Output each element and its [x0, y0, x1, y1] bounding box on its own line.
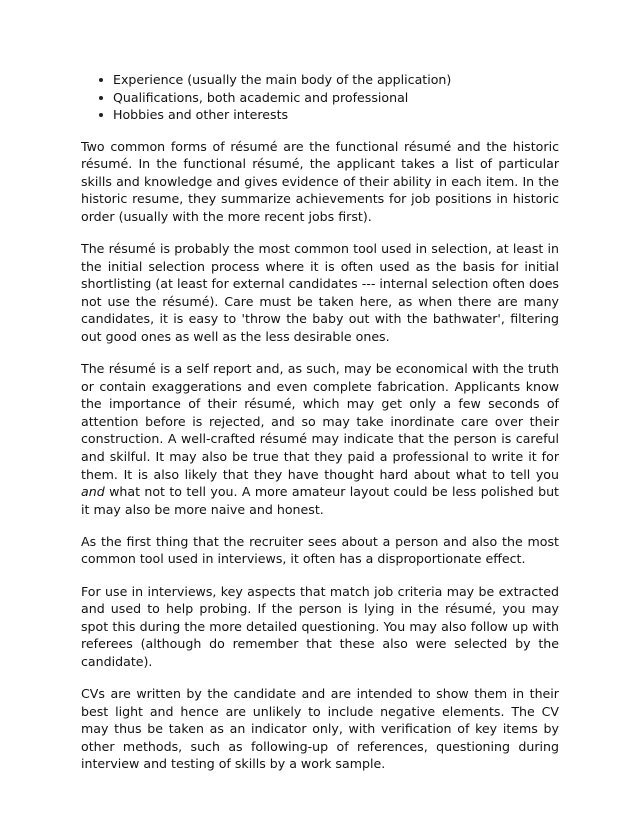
paragraph-resume-forms: Two common forms of résumé are the functional résumé and the historic résumé. In the functional résumé, the applicant takes a list of particular skills and knowledge and gives evidence of their ability in each item. In the historic resume, they summarize achievements for job positions in historic order (usually with the more recent jobs first). — [81, 138, 559, 224]
paragraph-cvs: CVs are written by the candidate and are intended to show them in their best light and hence are unlikely to include negative elements. The CV may thus be taken as an indicator only, with verification of key items by other methods, such as following-up of references, questioning during interview and testing of skills by a work sample. — [81, 686, 559, 772]
paragraph-interviews: For use in interviews, key aspects that match job criteria may be extracted and used to help probing. If the person is lying in the résumé, you may spot this during the more detailed questioning. You may also follow up with referees (although do remember that these also were selected by the candidate). — [81, 583, 559, 669]
paragraph-first-thing: As the first thing that the recruiter sees about a person and also the most common tool used in interviews, it often has a disproportionate effect. — [81, 533, 559, 567]
list-item-text: Experience (usually the main body of the application) — [113, 72, 452, 87]
bullet-icon — [99, 78, 103, 82]
list-item-text: Hobbies and other interests — [113, 107, 289, 122]
list-item-text: Qualifications, both academic and professional — [113, 89, 409, 105]
list-item — [81, 106, 559, 124]
bullet-list — [81, 71, 559, 124]
bullet-icon — [99, 96, 103, 100]
bullet-icon — [99, 113, 103, 117]
list-item — [81, 89, 559, 107]
paragraph-text: The résumé is a self report and, as such, may be economical with the truth or contain exaggerations and even complete fabrication. Applicants know the importance of their résumé, which may get only a few seconds of attention before is rejected, and so may take inordinate care over their construction. A well-crafted résumé may indicate that the person is careful and skilful. It may also be true that they paid a professional to write it for them. It is also likely that they have thought hard about what to tell you — [81, 361, 559, 482]
document-page — [81, 71, 559, 788]
paragraph-self-report — [81, 360, 559, 518]
paragraph-text: what not to tell you. A more amateur layout could be less polished but it may also be more naive and honest. — [81, 484, 559, 517]
paragraph-resume-selection: The résumé is probably the most common tool used in selection, at least in the initial selection process where it is often used as the basis for initial shortlisting (at least for external candidates --- internal selection often does not use the résumé). Care must be taken here, as when there are many candidates, it is easy to 'throw the baby out with the bathwater', filtering out good ones as well as the less desirable ones. — [81, 240, 559, 344]
emphasis-text: and — [81, 484, 105, 500]
list-item — [81, 71, 559, 89]
